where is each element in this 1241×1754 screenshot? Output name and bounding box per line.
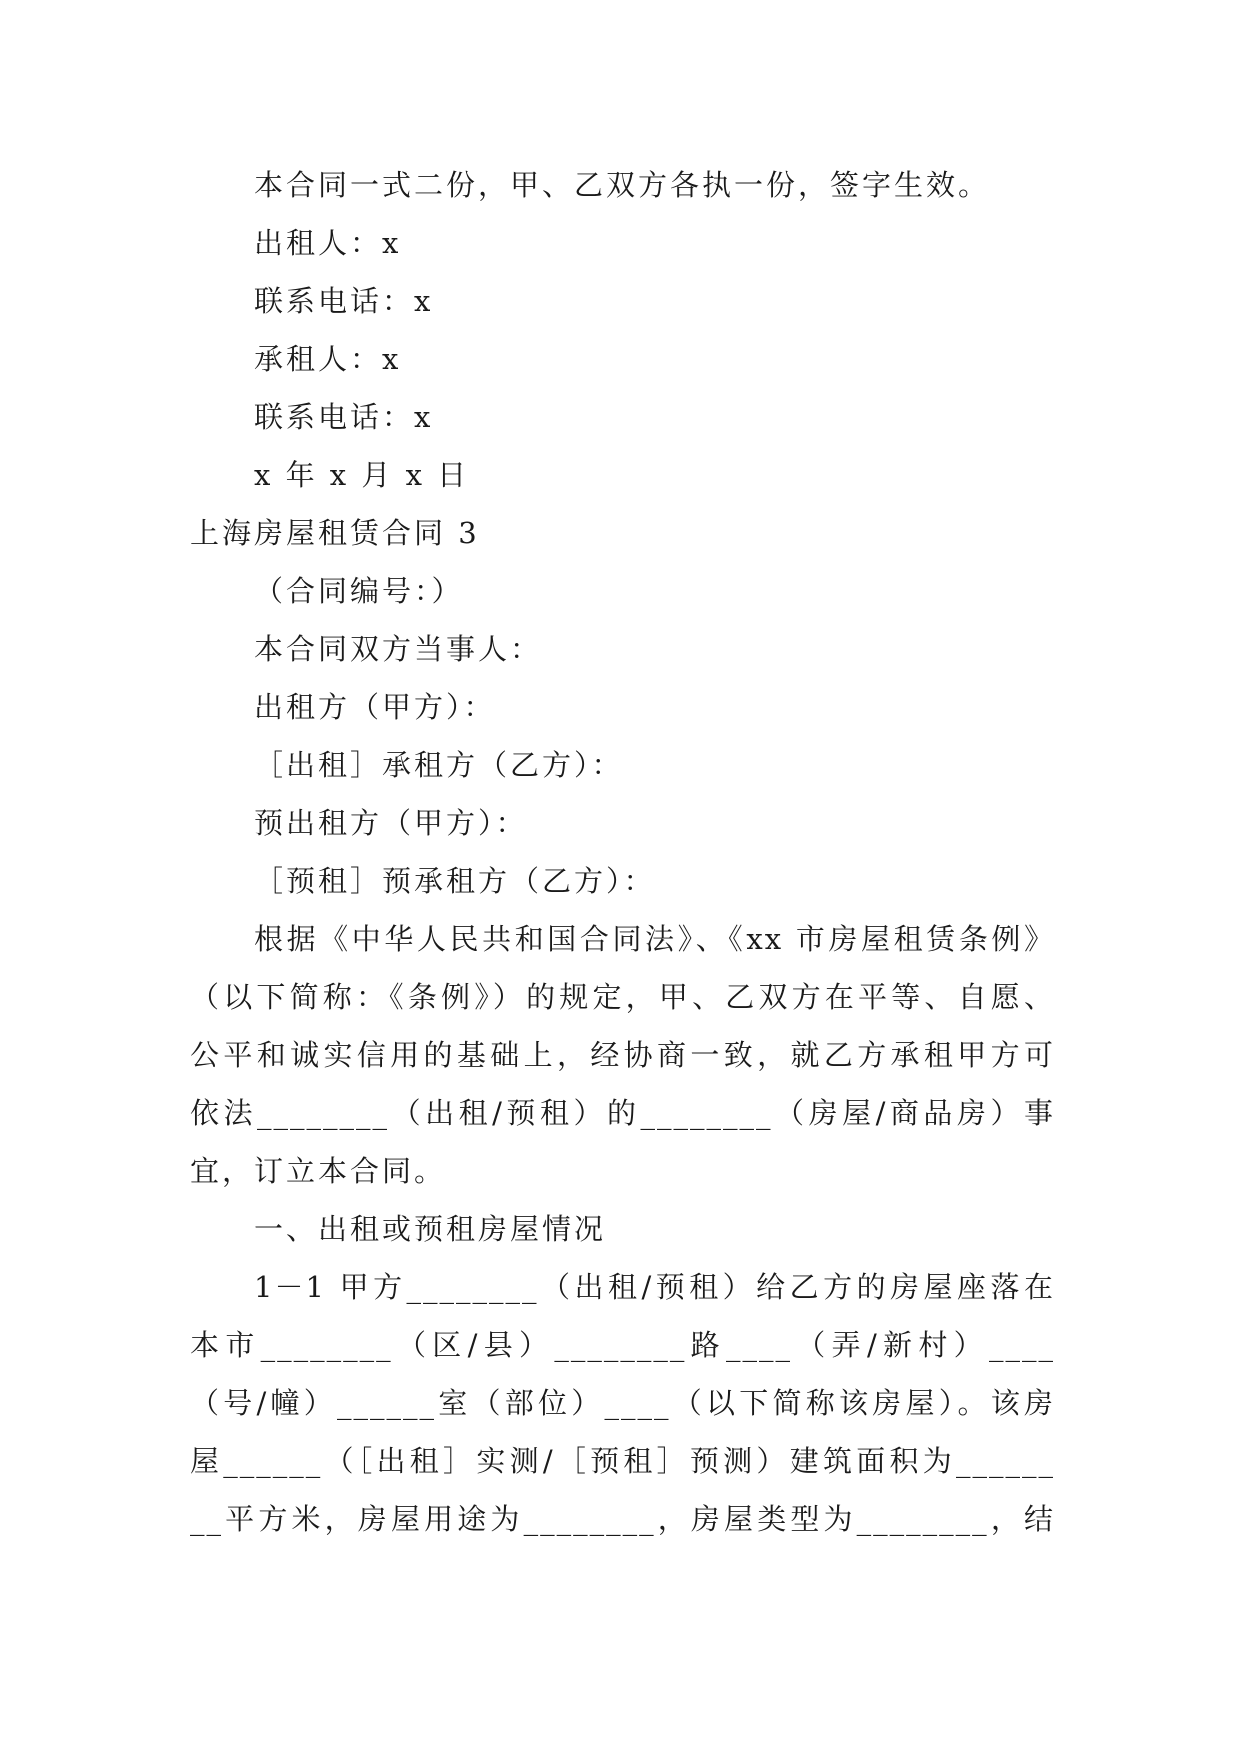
contract-number: （合同编号：）: [254, 574, 464, 608]
lessor-party: 出租方（甲方）：: [254, 690, 496, 724]
copies-note: 本合同一式二份，甲、乙双方各执一份，签字生效。: [254, 168, 991, 202]
preamble-line: （以下简称：《条例》）的规定，甲、乙双方在平等、自愿、: [190, 980, 1055, 1014]
lessee-party: ［出租］承租方（乙方）：: [254, 748, 624, 782]
parties-heading: 本合同双方当事人：: [254, 632, 543, 666]
pre-lessor-party: 预出租方（甲方）：: [254, 806, 528, 840]
clause-1-1-line: 本市________（区/县）________路____（弄/新村）____: [190, 1328, 1055, 1362]
preamble-line: 宜，订立本合同。: [190, 1154, 447, 1188]
section-1-heading: 一、出租或预租房屋情况: [254, 1212, 607, 1246]
lessee-signature: 承租人：x: [254, 342, 402, 376]
pre-lessee-party: ［预租］预承租方（乙方）：: [254, 864, 656, 898]
contract-title: 上海房屋租赁合同 3: [190, 516, 480, 550]
preamble-line: 公平和诚实信用的基础上，经协商一致，就乙方承租甲方可: [190, 1038, 1055, 1072]
lessor-phone: 联系电话：x: [254, 284, 434, 318]
signature-date: x 年 x 月 x 日: [254, 458, 470, 492]
clause-1-1-line: __平方米，房屋用途为________，房屋类型为________，结: [190, 1502, 1055, 1536]
clause-1-1-line: 1－1 甲方________（出租/预租）给乙方的房屋座落在: [254, 1270, 1055, 1304]
document-page: [190, 156, 1055, 1548]
clause-1-1-line: 屋______（［出租］实测/［预租］预测）建筑面积为______: [190, 1444, 1055, 1478]
clause-1-1-line: （号/幢）______室（部位）____（以下简称该房屋）。该房: [190, 1386, 1055, 1420]
lessee-phone: 联系电话：x: [254, 400, 434, 434]
preamble-line: 依法________（出租/预租）的________（房屋/商品房）事: [190, 1096, 1055, 1130]
lessor-signature: 出租人：x: [254, 226, 402, 260]
preamble-line: 根据《中华人民共和国合同法》、《xx 市房屋租赁条例》: [254, 922, 1055, 956]
